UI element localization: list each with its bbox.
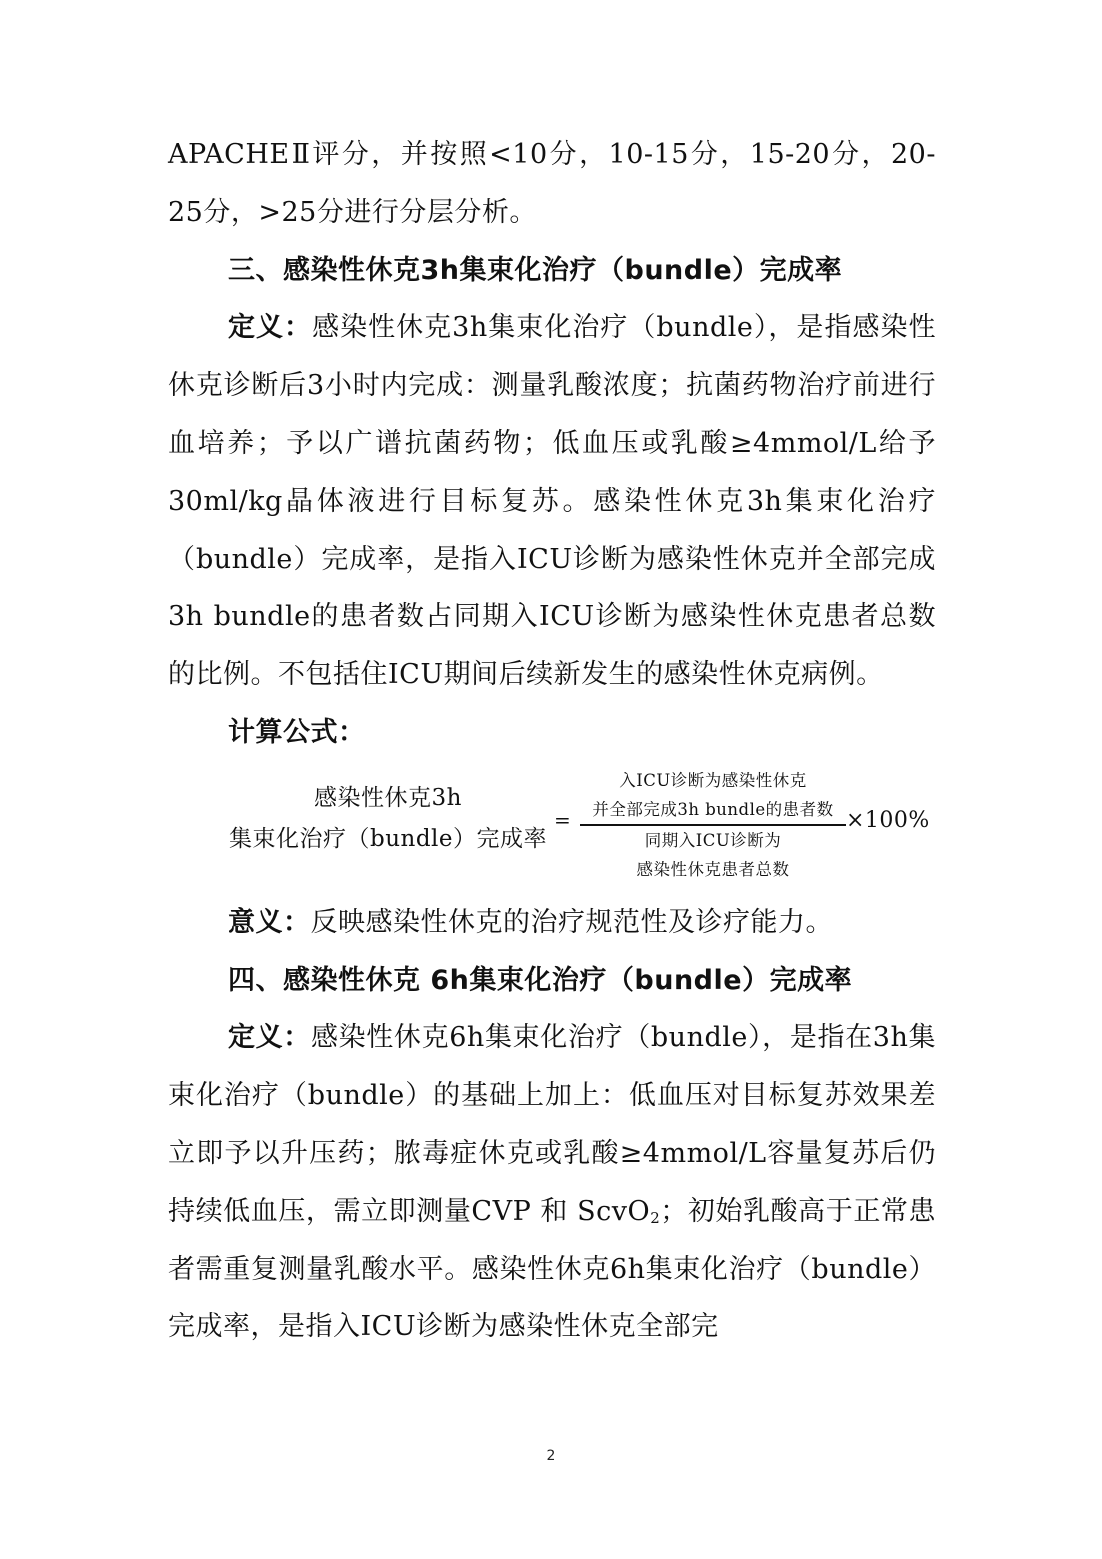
formula-multiplier: ×100% xyxy=(846,807,930,833)
formula-label: 计算公式： xyxy=(228,716,366,748)
formula-fraction xyxy=(578,766,848,884)
formula-left-line1: 感染性休克3h xyxy=(314,784,462,811)
definition-text-part2: ；初始乳酸高于正常患者需重复测量乳酸水平。感染性休克6h集束化治疗（bundle）完成率，是指入ICU诊断为感染性休克全部完 xyxy=(168,1195,936,1343)
page-content xyxy=(168,126,936,1356)
denominator-line1: 同期入ICU诊断为 xyxy=(644,830,782,850)
denominator-line2: 感染性休克患者总数 xyxy=(636,859,790,879)
numerator-line2: 并全部完成3h bundle的患者数 xyxy=(592,799,834,819)
definition-label: 定义： xyxy=(228,312,313,344)
page-number: 2 xyxy=(546,1448,556,1464)
definition-label: 定义： xyxy=(228,1022,311,1054)
meaning-3h xyxy=(168,894,936,952)
meaning-text: 反映感染性休克的治疗规范性及诊疗能力。 xyxy=(310,906,833,938)
subscript-2: 2 xyxy=(650,1208,661,1227)
definition-text: 感染性休克3h集束化治疗（bundle），是指感染性休克诊断后3小时内完成：测量乳酸浓度；抗菌药物治疗前进行血培养；予以广谱抗菌药物；低血压或乳酸≥4mmol/L给予30ml/kg晶体液进行目标复苏。感染性休克3h集束化治疗（bundle）完成率，是指入ICU诊断为感染性休克并全部完成3h bundle的患者数占同期入ICU诊断为感染性休克患者总数的比例。不包括住ICU期间后续新发生的感染性休克病例。 xyxy=(168,312,937,691)
formula-equals: = xyxy=(554,807,572,832)
section-heading-3h: 三、感染性休克3h集束化治疗（bundle）完成率 xyxy=(228,254,843,286)
definition-3h xyxy=(168,299,936,704)
definition-6h xyxy=(168,1009,936,1356)
numerator-line1: 入ICU诊断为感染性休克 xyxy=(619,770,807,790)
formula-left-side xyxy=(218,778,558,860)
meaning-label: 意义： xyxy=(228,906,311,938)
formula-left-line2: 集束化治疗（bundle）完成率 xyxy=(228,825,548,852)
section-heading-6h: 四、感染性休克 6h集束化治疗（bundle）完成率 xyxy=(228,964,853,996)
definition-text-part1: 感染性休克6h集束化治疗（bundle），是指在3h集束化治疗（bundle）的基础上加上：低血压对目标复苏效果差立即予以升压药；脓毒症休克或乳酸≥4mmol/L容量复苏后仍持续低血压，需立即测量CVP 和 ScvO xyxy=(168,1022,937,1227)
paragraph-apache: APACHEⅡ评分，并按照<10分，10-15分，15-20分，20-25分，>25分进行分层分析。 xyxy=(168,139,936,228)
formula-block xyxy=(168,770,936,888)
